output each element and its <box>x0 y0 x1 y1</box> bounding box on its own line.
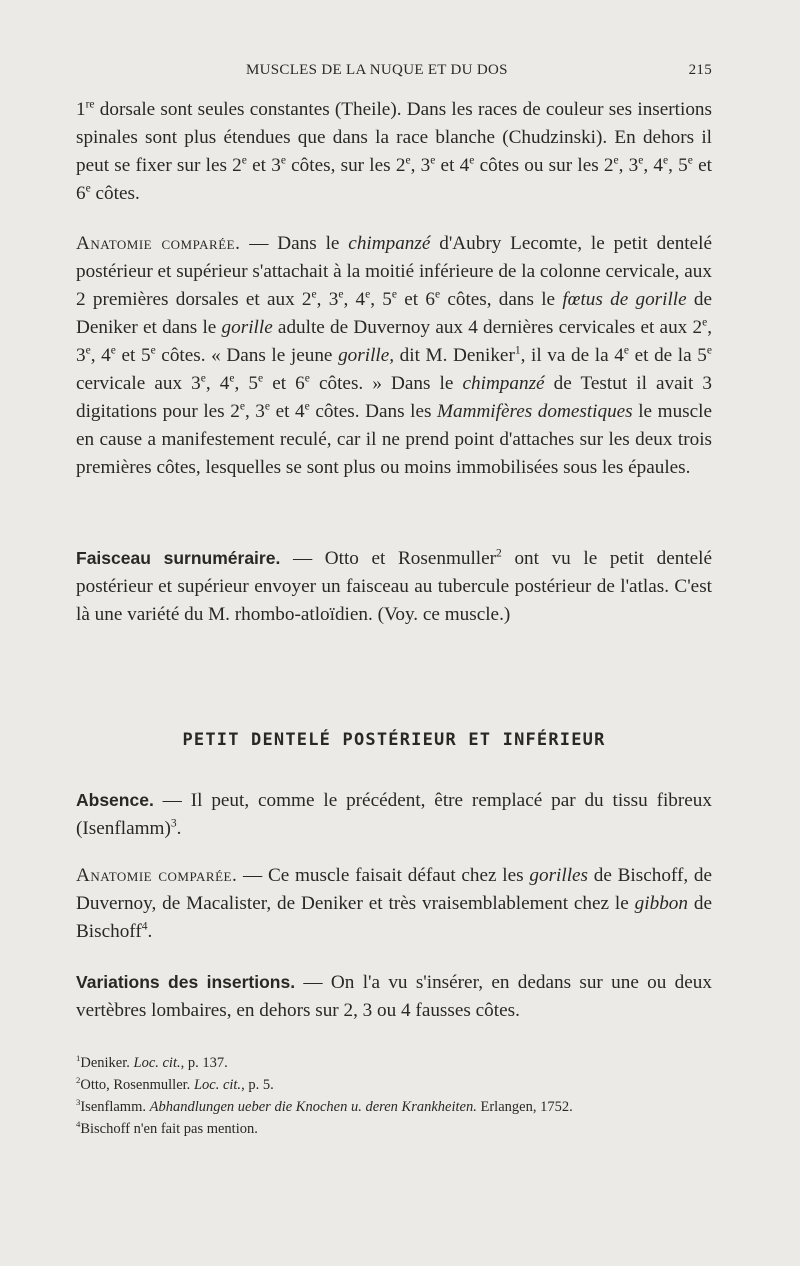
paragraph-continuation: 1re dorsale sont seules constantes (Theile). Dans les races de couleur ses insertions spinales sont plus étendues que dans la race blanche (Chudzinski). En dehors il peut se fixer sur les 2e et 3e côtes, sur les 2e, 3e et 4e côtes ou sur les 2e, 3e, 4e, 5e et 6e côtes. <box>76 98 712 204</box>
footnotes <box>76 1052 712 1140</box>
section-label: Anatomie comparée. <box>76 865 238 886</box>
paragraph-variations-insertions: Variations des insertions. — On l'a vu s'insérer, en dedans sur une ou deux vertèbres lombaires, en dehors sur 2, 3 ou 4 fausses côtes. <box>76 972 712 1021</box>
section-heading: PETIT DENTELÉ POSTÉRIEUR ET INFÉRIEUR <box>182 730 606 750</box>
footnote-ref-2[interactable]: 2 <box>496 547 502 560</box>
section-label: Faisceau surnuméraire. <box>76 548 281 568</box>
footnote-1: $^1$Deniker. Loc. cit., p. 137. <box>76 1053 228 1071</box>
section-label: Anatomie comparée. <box>76 233 241 254</box>
footnote-2: $^2$Otto, Rosenmuller. Loc. cit., p. 5. <box>76 1075 274 1093</box>
footnote-ref-4[interactable]: 4 <box>141 920 148 933</box>
paragraph-absence: Absence. — Il peut, comme le précédent, être remplacé par du tissu fibreux (Isenflamm)$^3$. <box>76 790 712 839</box>
footnote-ref-1[interactable]: 1 <box>514 344 521 357</box>
footnote-3: $^3$Isenflamm. Abhandlungen ueber die Knochen u. deren Krankheiten. Erlangen, 1752. <box>76 1097 573 1115</box>
footnote-4: $^4$Bischoff n'en fait pas mention. <box>76 1119 258 1137</box>
paragraph-faisceau-surnumeraire: Faisceau surnuméraire. — Otto et Rosenmuller$^2$ ont vu le petit dentelé postérieur et supérieur envoyer un faisceau au tubercule postérieur de l'atlas. C'est là une variété du M. rhombo-atloïdien. (Voy. ce muscle.) <box>76 547 713 625</box>
page-number: 215 <box>688 62 712 78</box>
paragraph-anatomie-comparee-1: Anatomie comparée. — Dans le chimpanzé d'Aubry Lecomte, le petit dentelé postérieur et supérieur s'attachait à la moitié inférieure de la colonne cervicale, aux 2 premières dorsales et aux 2e, 3e, 4e, 5e et 6e côtes, dans le fœtus de gorille de Deniker et dans le gorille adulte de Duvernoy aux 4 dernières cervicales et aux 2e, 3e, 4e et 5e côtes. « Dans le jeune gorille, dit M. Deniker$^1$, il va de la 4e et de la 5e cervicale aux 3e, 4e, 5e et 6e côtes. » Dans le chimpanzé de Testut il avait 3 digitations pour les 2e, 3e et 4e côtes. Dans les Mammifères domestiques le muscle en cause a manifestement reculé, car il ne prend point d'attaches sur les deux trois premières côtes, lesquelles se sont plus ou moins immobilisées sous les épaules. <box>76 233 713 478</box>
footnote-ref-3[interactable]: 3 <box>170 817 177 830</box>
header-title: MUSCLES DE LA NUQUE ET DU DOS <box>246 62 508 78</box>
section-label: Absence. <box>76 790 154 810</box>
running-header <box>76 62 712 86</box>
section-label: Variations des insertions. <box>76 972 296 992</box>
paragraph-anatomie-comparee-2: Anatomie comparée. — Ce muscle faisait défaut chez les gorilles de Bischoff, de Duvernoy, de Macalister, de Deniker et très vraisemblablement chez le gibbon de Bischoff$^4$. <box>76 865 713 942</box>
